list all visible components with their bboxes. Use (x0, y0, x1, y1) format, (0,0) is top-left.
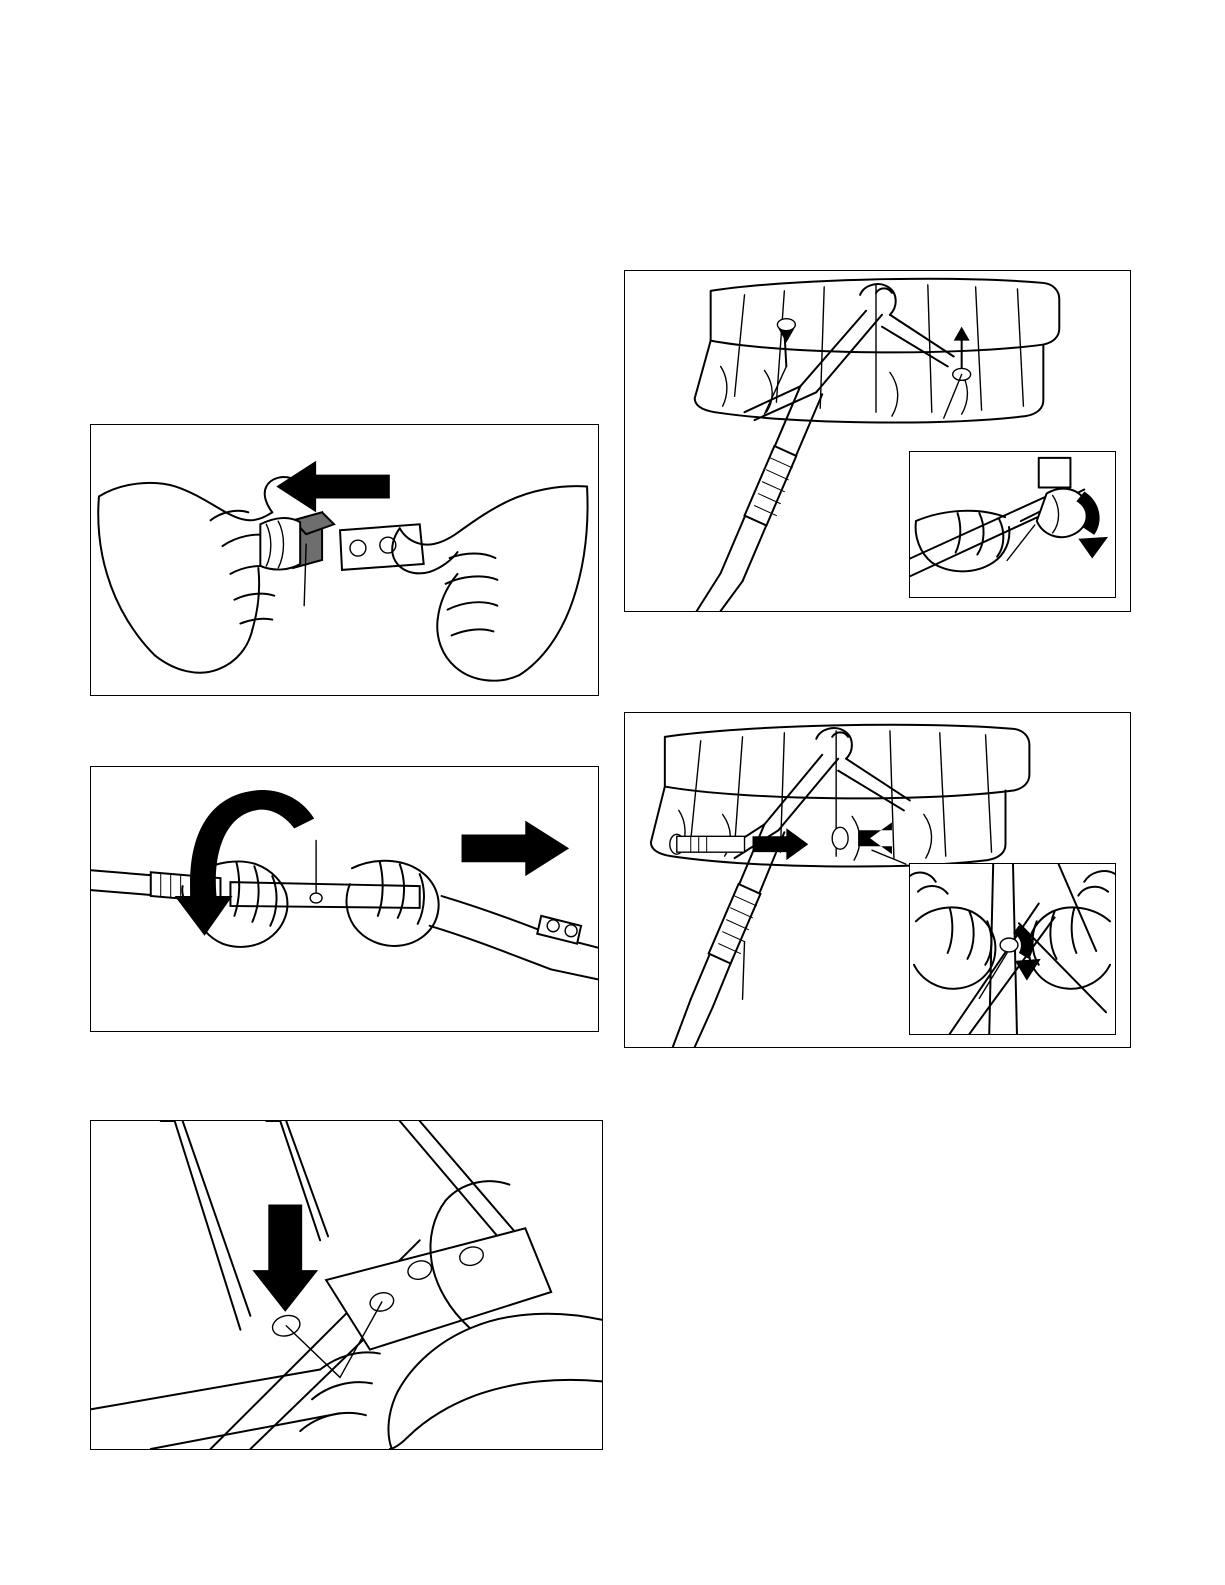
figure-attach-handle-to-scoop (624, 270, 1131, 612)
figure-remove-end-cap (90, 424, 599, 696)
figure-install-bolt-and-nut (624, 712, 1131, 1048)
inset-knob (1037, 489, 1088, 537)
scoop-body (695, 279, 1060, 423)
handle-brace (725, 728, 910, 858)
handle-bracket-plate (270, 1228, 551, 1349)
arrow-pull-left (276, 461, 390, 513)
inset-tighten-knob (909, 451, 1116, 598)
inset-right-hand (1029, 871, 1115, 989)
reference-line-1 (91, 1369, 320, 1409)
inset-nut (1000, 938, 1018, 952)
bolt-right-callout (944, 327, 971, 418)
leader-line-tube (743, 942, 745, 1000)
figure-slide-handle-onto-tube (90, 766, 599, 1032)
end-cap (260, 512, 334, 569)
lower-handle-bracket (430, 896, 598, 979)
inset-left-hand (910, 873, 995, 989)
tube-hole (310, 893, 322, 903)
left-hand-illustration (98, 477, 310, 673)
figure-align-holes-lower-handle (90, 1120, 603, 1450)
leader-line-nut (872, 850, 906, 864)
flat-bracket (340, 524, 424, 570)
arrow-rotate-down (175, 790, 314, 936)
arrow-slide-right (462, 821, 570, 877)
arrow-insert-down (252, 1204, 318, 1311)
reference-line-2 (151, 1413, 340, 1449)
right-hand-illustration (392, 486, 587, 680)
inset-hold-bolt-tighten-nut (909, 863, 1116, 1035)
locknut-with-arrow-right (832, 822, 906, 864)
